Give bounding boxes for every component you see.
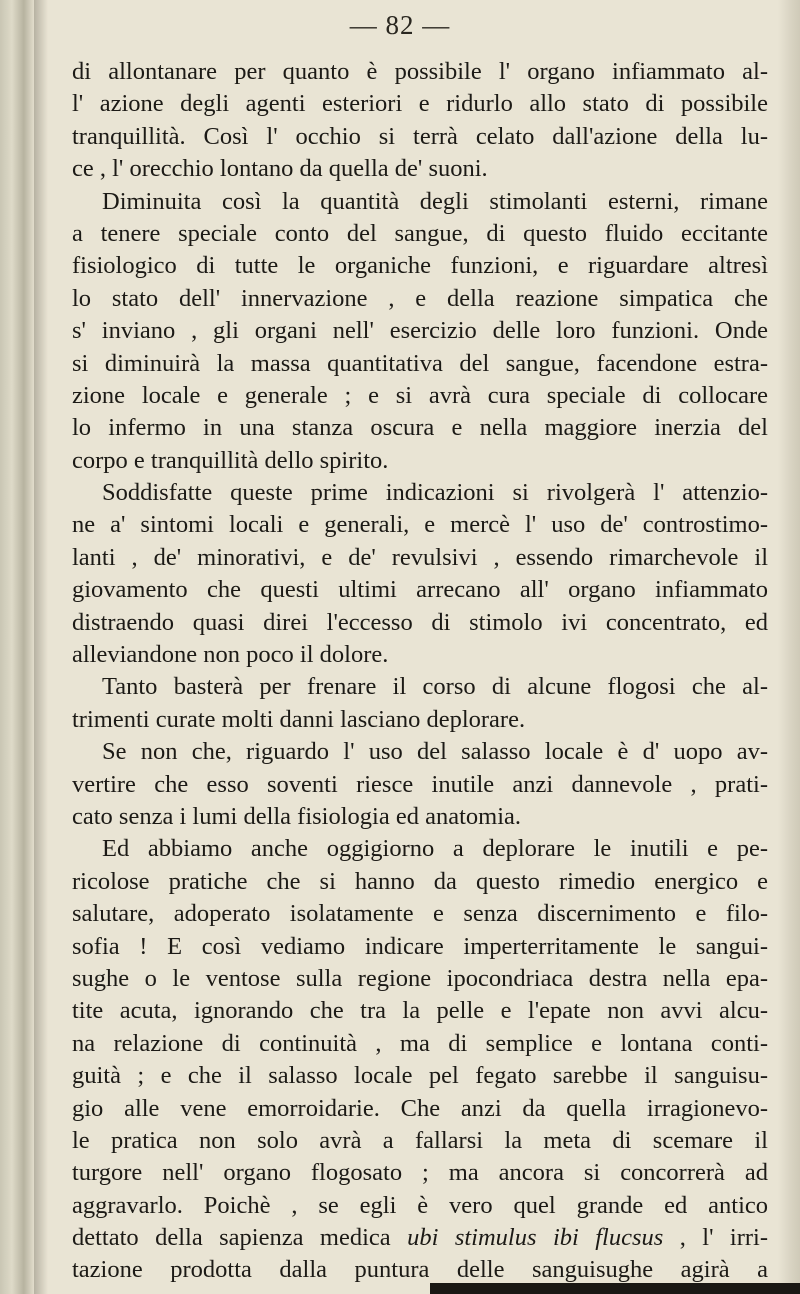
- text-line: distraendo quasi direi l'eccesso di stimolo ivi concentrato, ed: [72, 608, 768, 636]
- text-line: fisiologico di tutte le organiche funzioni, e riguardare altresì: [72, 252, 768, 280]
- text-line: zione locale e generale ; e si avrà cura speciale di collocare: [72, 381, 768, 409]
- book-binding-gutter: [0, 0, 34, 1294]
- bottom-edge-bar: [430, 1283, 800, 1294]
- text-line: guità ; e che il salasso locale pel fegato sarebbe il sanguisu-: [72, 1062, 768, 1090]
- text-line: di allontanare per quanto è possibile l' organo infiammato al-: [72, 58, 768, 85]
- text-line: ce , l' orecchio lontano da quella de' suoni.: [72, 155, 488, 183]
- text-line: salutare, adoperato isolatamente e senza discernimento e filo-: [72, 900, 768, 928]
- text-line: giovamento che questi ultimi arrecano all' organo infiammato: [72, 576, 768, 604]
- body-text-column: [72, 56, 768, 1287]
- text-line: l' azione degli agenti esteriori e ridurlo allo stato di possibile: [72, 90, 768, 118]
- text-line: Ed abbiamo anche oggigiorno a deplorare le inutili e pe-: [102, 835, 768, 863]
- text-line: lo infermo in una stanza oscura e nella maggiore inerzia del: [72, 414, 768, 442]
- text-line: tazione prodotta dalla puntura delle sanguisughe agirà a: [72, 1256, 768, 1284]
- text-line: lanti , de' minorativi, e de' revulsivi , essendo rimarchevole il: [72, 543, 768, 571]
- text-line: si diminuirà la massa quantitativa del sangue, facendone estra-: [72, 349, 768, 377]
- text-line: a tenere speciale conto del sangue, di questo fluido eccitante: [72, 219, 768, 247]
- latin-quote: ubi stimulus ibi flucsus: [407, 1224, 664, 1252]
- text-line: Tanto basterà per frenare il corso di alcune flogosi che al-: [102, 673, 768, 701]
- text-line: lo stato dell' innervazione , e della reazione simpatica che: [72, 284, 768, 312]
- line-text-after: , l' irri-: [663, 1224, 769, 1252]
- text-line: le pratica non solo avrà a fallarsi la meta di scemare il: [72, 1126, 768, 1154]
- text-line: gio alle vene emorroidarie. Che anzi da quella irragionevo-: [72, 1094, 768, 1122]
- text-line: aggravarlo. Poichè , se egli è vero quel grande ed antico: [72, 1191, 768, 1219]
- text-line: alleviandone non poco il dolore.: [72, 641, 389, 669]
- text-line: turgore nell' organo flogosato ; ma ancora si concorrerà ad: [72, 1159, 768, 1187]
- text-line: trimenti curate molti danni lasciano deplorare.: [72, 705, 526, 733]
- text-line: vertire che esso soventi riesce inutile anzi dannevole , prati-: [72, 770, 768, 798]
- text-line: cato senza i lumi della fisiologia ed anatomia.: [72, 802, 522, 830]
- page-number-header: — 82 —: [349, 10, 451, 40]
- text-line: Se non che, riguardo l' uso del salasso locale è d' uopo av-: [102, 738, 768, 766]
- text-line: na relazione di continuità , ma di semplice e lontana conti-: [72, 1029, 768, 1057]
- text-line: Soddisfatte queste prime indicazioni si rivolgerà l' attenzio-: [102, 479, 768, 507]
- gutter-shadow: [34, 0, 48, 1294]
- text-line: s' inviano , gli organi nell' esercizio delle loro funzioni. Onde: [72, 317, 768, 345]
- text-line: ricolose pratiche che si hanno da questo rimedio energico e: [72, 867, 768, 895]
- text-line: [72, 1222, 768, 1254]
- text-line: sughe o le ventose sulla regione ipocondriaca destra nella epa-: [72, 964, 768, 992]
- text-line: corpo e tranquillità dello spirito.: [72, 446, 389, 474]
- text-line: sofia ! E così vediamo indicare imperterritamente le sangui-: [72, 932, 768, 960]
- text-line: Diminuita così la quantità degli stimolanti esterni, rimane: [102, 187, 768, 215]
- text-line: tite acuta, ignorando che tra la pelle e l'epate non avvi alcu-: [72, 997, 768, 1025]
- line-text: dettato della sapienza medica: [72, 1224, 391, 1252]
- page-edge: [778, 0, 800, 1294]
- text-line: tranquillità. Così l' occhio si terrà celato dall'azione della lu-: [72, 122, 768, 150]
- text-line: ne a' sintomi locali e generali, e mercè l' uso de' controstimo-: [72, 511, 768, 539]
